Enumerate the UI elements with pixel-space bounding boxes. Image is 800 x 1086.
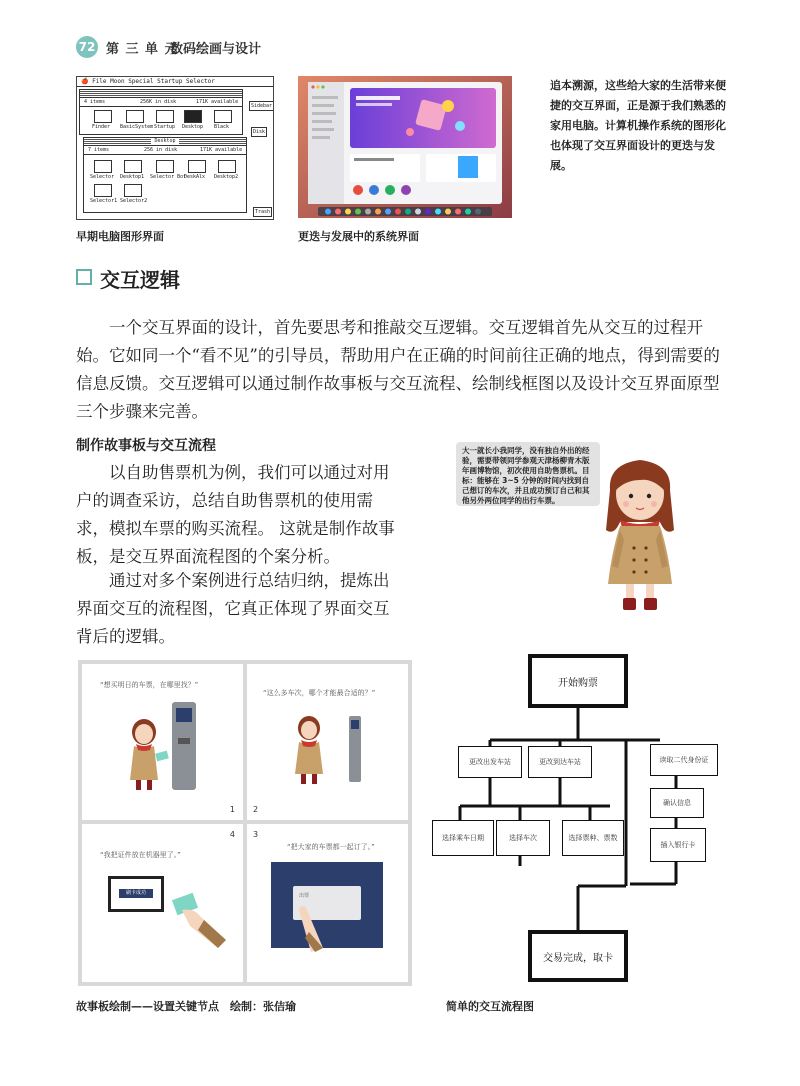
early-gui-window-1 xyxy=(79,89,243,135)
early-icon-label: BasicSystem xyxy=(120,124,154,130)
panel-number: 4 xyxy=(229,830,235,839)
flow-step-id-card: 读取二代身份证 xyxy=(650,744,718,776)
early-icon-label: DeskAlx xyxy=(184,174,206,180)
early-gui-window-2 xyxy=(83,137,247,213)
early-icon xyxy=(94,160,112,173)
early-icon-label: Selector Bof xyxy=(150,174,187,180)
window2-available: 171K available xyxy=(200,147,243,153)
panel-quote: “这么多车次，哪个才能最合适的？” xyxy=(263,689,376,697)
early-gui-caption: 早期电脑图形界面 xyxy=(76,230,164,243)
modern-desktop-illustration xyxy=(298,76,512,218)
early-icon-label: Desktop2 xyxy=(214,174,239,180)
flow-start: 开始购票 xyxy=(528,654,628,708)
panel-quote: “把大家的车票都一起订了。” xyxy=(287,843,375,851)
early-gui-screenshot xyxy=(76,76,274,220)
unit-label: 第 三 单 元 xyxy=(106,42,179,57)
panel-number: 3 xyxy=(253,830,259,839)
early-icon xyxy=(188,160,206,173)
modern-gui-screenshot xyxy=(298,76,512,218)
storyboard-panel-2 xyxy=(247,664,408,820)
window2-disk: 256 in disk xyxy=(144,147,178,153)
early-side-label: Sidebar xyxy=(251,103,273,109)
page-number: 72 xyxy=(76,36,98,58)
side-note: 追本溯源，这些给大家的生活带来便捷的交互界面，正是源于我们熟悉的家用电脑。计算机操作系统的图形化也体现了交互界面设计的更迭与发展。 xyxy=(550,79,726,172)
flow-step-bank-card: 插入银行卡 xyxy=(650,828,706,862)
flow-step-departure: 更改出发车站 xyxy=(458,746,522,778)
panel-number: 1 xyxy=(229,805,235,814)
early-icon xyxy=(94,110,112,123)
storyboard xyxy=(78,660,412,986)
window2-items: 7 items xyxy=(88,147,110,153)
persona-girl-illustration xyxy=(590,450,690,616)
paragraph-2: 通过对多个案例进行总结归纳，提炼出界面交互的流程图，它真正体现了界面交互背后的逻辑。 xyxy=(76,571,390,646)
early-icon-label: Selector1 xyxy=(90,198,118,204)
early-gui-menubar: 🍎 File Moon Special Startup Selector xyxy=(77,77,274,87)
persona-note: 大一就长小我同学，没有独自外出的经验，需要带领同学参观天津杨柳青木版年画博物馆，初次使用自助售票机。目标：能够在 3~5 分钟的时间内找到自己想订的车次，并且成功预订自己和其他另外两位同学的出行车票。 xyxy=(456,442,600,506)
panel-quote: “想买明日的车票，在哪里找？” xyxy=(100,681,199,689)
storyboard-caption: 故事板绘制——设置关键节点 绘制：张佶瑜 xyxy=(76,1000,296,1013)
flow-step-date: 选择乘车日期 xyxy=(432,820,494,856)
early-icon xyxy=(156,110,174,123)
girl-looking-illustration xyxy=(287,704,367,788)
modern-gui-caption: 更迭与发展中的系统界面 xyxy=(298,230,419,243)
early-icon-label: Finder xyxy=(92,124,111,130)
flow-step-train: 选择车次 xyxy=(496,820,550,856)
storyboard-panel-1 xyxy=(82,664,243,820)
panel-number: 2 xyxy=(253,805,259,814)
section-marker-icon xyxy=(76,269,92,285)
panel-quote: “我把证件放在机器里了。” xyxy=(100,851,181,859)
window1-available: 171K available xyxy=(196,99,239,105)
early-side-label: Trash xyxy=(255,209,271,215)
early-icon xyxy=(214,110,232,123)
window1-disk: 256K in disk xyxy=(140,99,177,105)
early-side-label: Disk xyxy=(253,129,266,135)
flow-step-ticket-type: 选择票种、票数 xyxy=(562,820,624,856)
early-icon xyxy=(184,110,202,123)
early-icon xyxy=(126,110,144,123)
section-title: 交互逻辑 xyxy=(100,268,180,292)
pointing-hand-illustration xyxy=(295,902,335,952)
hand-with-card-illustration xyxy=(170,890,230,950)
early-icon-label: Selector xyxy=(90,174,115,180)
window1-items: 4 items xyxy=(84,99,106,105)
early-icon xyxy=(156,160,174,173)
kiosk-large-screen xyxy=(271,862,383,948)
flow-end: 交易完成，取卡 xyxy=(528,930,628,982)
window2-title: Desktop xyxy=(151,138,178,144)
subsection-title: 制作故事板与交互流程 xyxy=(76,438,216,454)
early-icon-label: Black xyxy=(214,124,230,130)
intro-paragraph: 一个交互界面的设计，首先要思考和推敲交互逻辑。交互逻辑首先从交互的过程开始。它如同一个“看不见”的引导员，帮助用户在正确的时间前往正确的地点，得到需要的信息反馈。交互逻辑可以通过制作故事板与交互流程、绘制线框图以及设计交互界面原型三个步骤来完善。 xyxy=(76,318,720,421)
flowchart xyxy=(442,650,730,990)
kiosk-screen xyxy=(108,876,164,912)
paragraph-1: 以自助售票机为例，我们可以通过对用户的调查采访，总结自助售票机的使用需求，模拟车票的购买流程。 这就是制作故事板，是交互界面流程图的个案分析。 xyxy=(76,463,395,566)
early-icon xyxy=(218,160,236,173)
early-icon-label: Selector2 xyxy=(120,198,148,204)
girl-at-kiosk-illustration xyxy=(118,698,208,798)
early-icon xyxy=(94,184,112,197)
early-icon xyxy=(124,184,142,197)
screen-text: 刷卡成功 xyxy=(119,889,153,898)
flow-step-arrival: 更改到达车站 xyxy=(528,746,592,778)
early-icon-label: Desktop xyxy=(182,124,204,130)
flow-step-confirm: 确认信息 xyxy=(650,788,704,818)
early-icon-label: Desktop1 xyxy=(120,174,145,180)
unit-title: 数码绘画与设计 xyxy=(170,42,262,57)
flowchart-caption: 简单的交互流程图 xyxy=(446,1000,534,1013)
screen-text: 出票 xyxy=(299,893,310,899)
early-icon-label: Startup xyxy=(154,124,176,130)
storyboard-panel-4 xyxy=(82,824,243,982)
early-icon xyxy=(124,160,142,173)
storyboard-panel-3 xyxy=(247,824,408,982)
